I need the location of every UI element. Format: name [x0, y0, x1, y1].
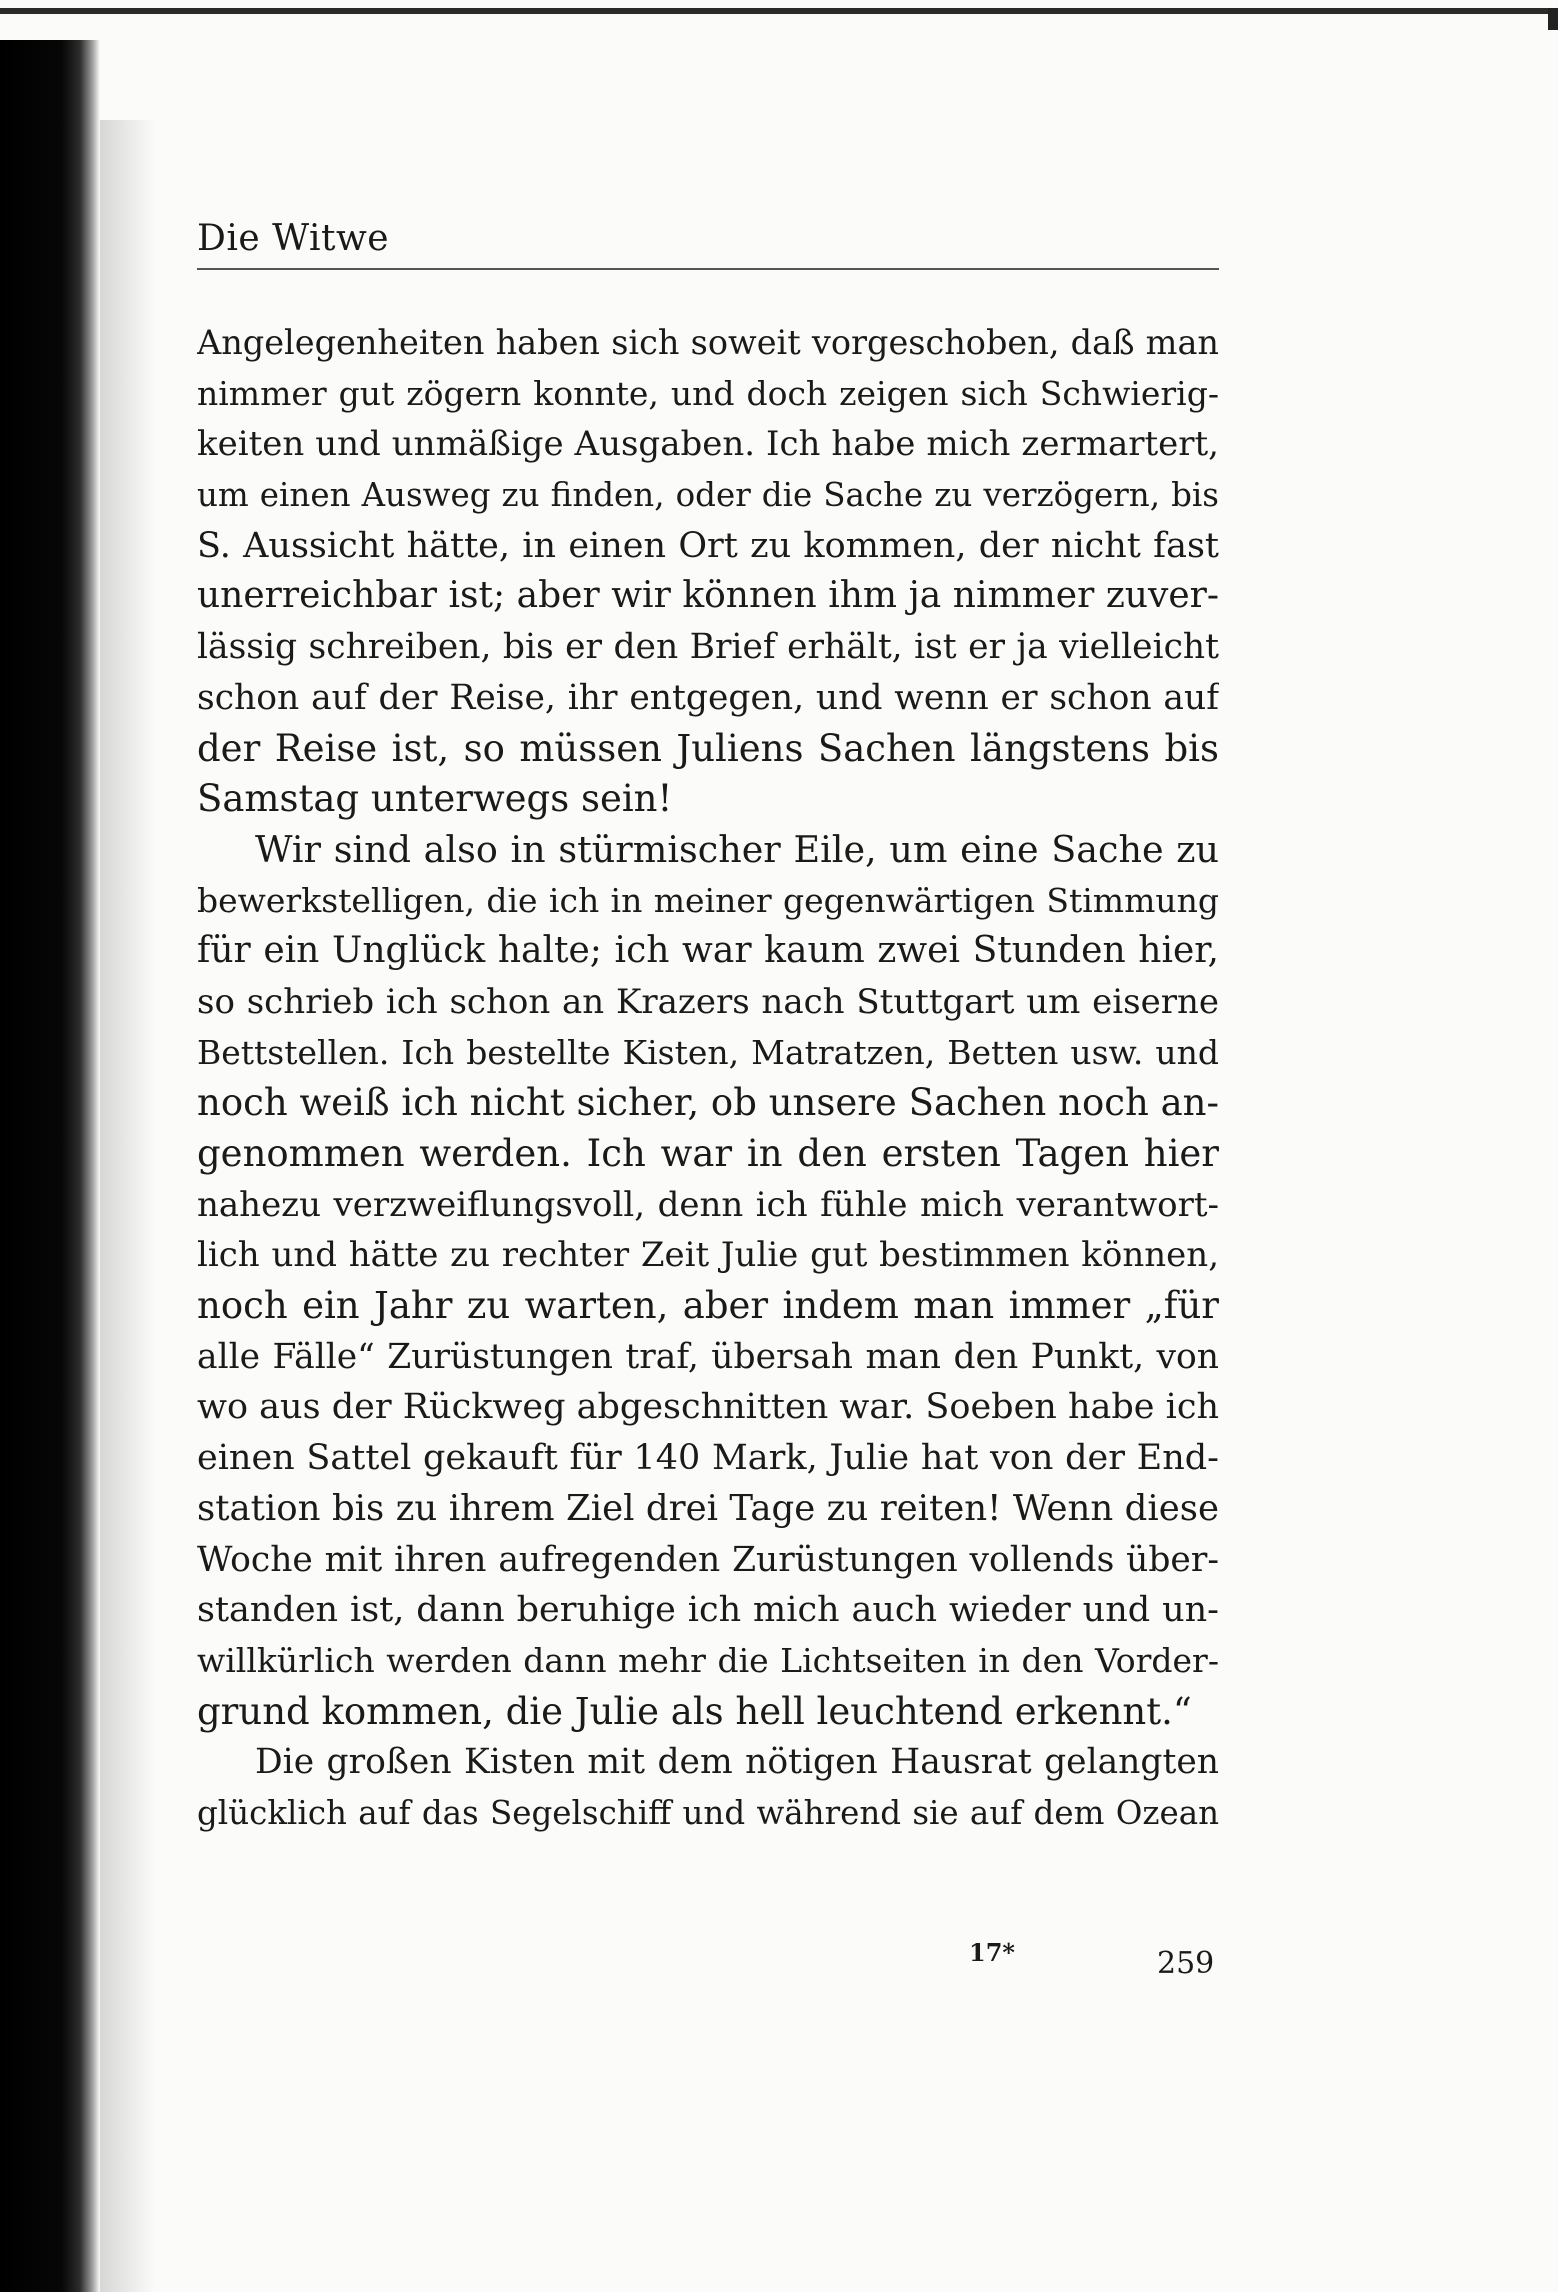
text-line: genommen werden. Ich war in den ersten Tagen hier	[197, 1132, 1219, 1175]
book-spine-shadow	[0, 40, 100, 2292]
header-rule	[197, 268, 1219, 270]
text-line: Angelegenheiten haben sich soweit vorgeschoben, daß man	[197, 323, 1219, 362]
signature-mark: 17*	[969, 1938, 1015, 1967]
text-line: einen Sattel gekauft für 140 Mark, Julie hat von der End-	[197, 1438, 1219, 1479]
text-line: glücklich auf das Segelschiff und während sie auf dem Ozean	[197, 1793, 1219, 1832]
text-line: keiten und unmäßige Ausgaben. Ich habe mich zermartert,	[197, 424, 1219, 465]
text-line: noch weiß ich nicht sicher, ob unsere Sachen noch an-	[197, 1081, 1219, 1125]
running-head-title: Die Witwe	[197, 218, 390, 259]
text-line: grund kommen, die Julie als hell leuchtend erkennt.“	[197, 1689, 1192, 1733]
body-text	[197, 318, 1219, 1839]
gutter-fade	[100, 120, 155, 2292]
text-line: Die großen Kisten mit dem nötigen Hausrat gelangten	[255, 1742, 1219, 1783]
text-line: nahezu verzweiflungsvoll, denn ich fühle mich verantwort-	[197, 1184, 1219, 1225]
text-line: Bettstellen. Ich bestellte Kisten, Matratzen, Betten usw. und	[197, 1032, 1219, 1072]
text-line: Wir sind also in stürmischer Eile, um eine Sache zu	[255, 827, 1219, 871]
text-line: unerreichbar ist; aber wir können ihm ja nimmer zuver-	[197, 575, 1219, 617]
text-line: alle Fälle“ Zurüstungen traf, übersah man den Punkt, von	[197, 1336, 1219, 1377]
scan-edge-mark	[1548, 8, 1558, 30]
text-line: der Reise ist, so müssen Juliens Sachen längstens bis	[197, 726, 1219, 770]
text-line: S. Aussicht hätte, in einen Ort zu kommen, der nicht fast	[197, 525, 1219, 566]
text-line: Woche mit ihren aufregenden Zurüstungen vollends über-	[197, 1539, 1219, 1580]
text-line: wo aus der Rückweg abgeschnitten war. Soeben habe ich	[197, 1387, 1219, 1428]
text-line: für ein Unglück halte; ich war kaum zwei Stunden hier,	[197, 930, 1219, 972]
text-line: standen ist, dann beruhige ich mich auch wieder und un-	[197, 1590, 1219, 1631]
page-top-edge	[0, 8, 1558, 14]
scan-notch	[0, 14, 95, 40]
text-line: station bis zu ihrem Ziel drei Tage zu reiten! Wenn diese	[197, 1487, 1219, 1529]
text-line: um einen Ausweg zu finden, oder die Sache zu verzögern, bis	[197, 476, 1219, 515]
text-line: bewerkstelligen, die ich in meiner gegenwärtigen Stimmung	[197, 880, 1219, 920]
page-number: 259	[1157, 1946, 1215, 1981]
text-line: Samstag unterwegs sein!	[197, 777, 673, 821]
text-line: lässig schreiben, bis er den Brief erhält, ist er ja vielleicht	[197, 627, 1219, 668]
text-line: schon auf der Reise, ihr entgegen, und wenn er schon auf	[197, 677, 1219, 718]
text-line: lich und hätte zu rechter Zeit Julie gut bestimmen können,	[197, 1235, 1219, 1276]
text-line: nimmer gut zögern konnte, und doch zeigen sich Schwierig-	[197, 373, 1219, 413]
text-line: willkürlich werden dann mehr die Lichtseiten in den Vorder-	[197, 1640, 1219, 1680]
text-line: noch ein Jahr zu warten, aber indem man immer „für	[197, 1284, 1219, 1328]
text-line: so schrieb ich schon an Krazers nach Stuttgart um eiserne	[197, 981, 1219, 1022]
